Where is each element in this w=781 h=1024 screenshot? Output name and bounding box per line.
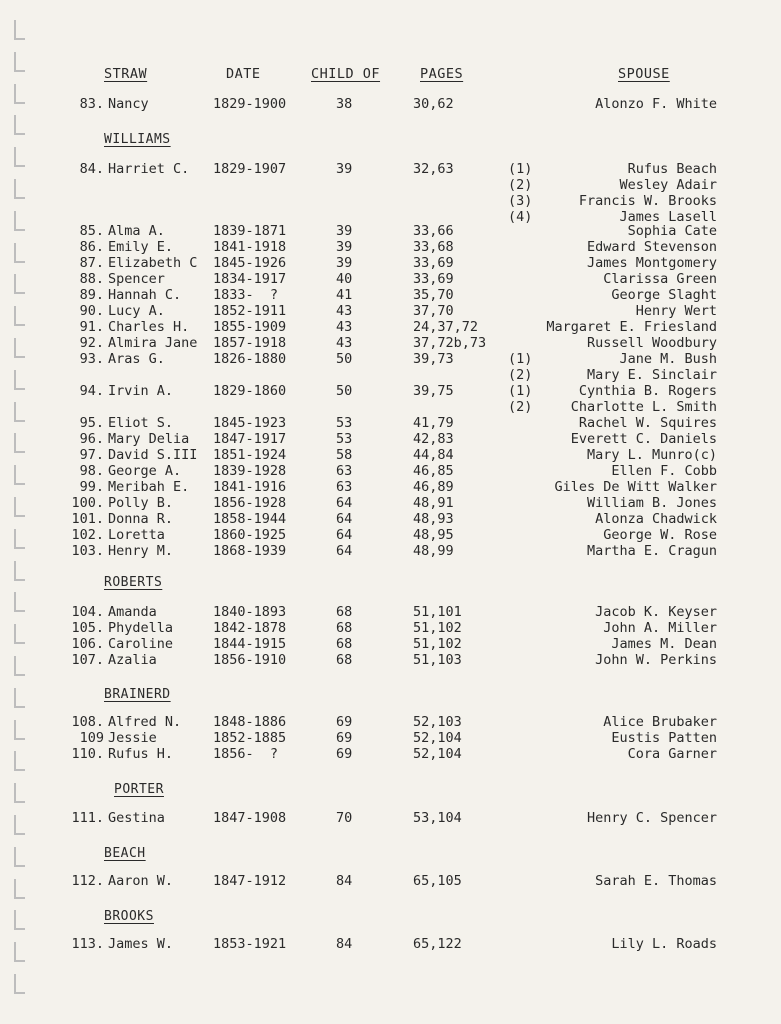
entry-number: 105. [71,620,104,636]
entry-spouse: John A. Miller [603,620,717,636]
entry-spouse: James M. Dean [611,636,717,652]
table-row [0,527,781,543]
entry-child-of: 58 [336,447,353,463]
spouse-marker: (1) [508,351,533,367]
entry-date: 1841-1916 [213,479,287,495]
entry-spouse: Clarissa Green [603,271,717,287]
entry-pages: 33,69 [413,271,454,287]
binding-hole [14,561,25,581]
spouse-name: Francis W. Brooks [578,193,717,209]
entry-number: 89. [79,287,104,303]
table-row [0,255,781,271]
entry-date: 1839-1871 [213,223,287,239]
binding-hole [14,115,25,135]
entry-date: 1856-1928 [213,495,287,511]
entry-name: Lucy A. [108,303,165,319]
entry-number: 102. [71,527,104,543]
entry-date: 1852-1885 [213,730,287,746]
entry-number: 104. [71,604,104,620]
entry-date: 1840-1893 [213,604,287,620]
entry-spouse: Russell Woodbury [586,335,717,351]
entry-spouse: George W. Rose [603,527,717,543]
spouse-name: Rufus Beach [627,161,717,177]
table-row [0,936,781,952]
entry-date: 1856-1910 [213,652,287,668]
table-row [0,636,781,652]
header-name: STRAW [104,66,148,82]
entry-pages: 24,37,72 [413,319,479,335]
table-row [0,620,781,636]
entry-name: David S.III [108,447,198,463]
spouse-marker: (4) [508,209,533,225]
entry-spouse: Jacob K. Keyser [595,604,717,620]
entry-pages: 52,103 [413,714,462,730]
spouse-marker: (3) [508,193,533,209]
header-spouse: SPOUSE [618,66,670,82]
entry-date: 1847-1908 [213,810,287,826]
spouse-marker: (1) [508,161,533,177]
entry-spouse: Cora Garner [627,746,717,762]
entry-name: Caroline [108,636,174,652]
entry-date: 1842-1878 [213,620,287,636]
entry-pages: 37,70 [413,303,454,319]
entry-name: Charles H. [108,319,190,335]
binding-hole [14,783,25,803]
binding-hole [14,52,25,72]
entry-number: 111. [71,810,104,826]
table-row [0,303,781,319]
entry-date: 1860-1925 [213,527,287,543]
entry-number: 101. [71,511,104,527]
entry-spouse: Eustis Patten [611,730,717,746]
entry-number: 109 [79,730,104,746]
entry-child-of: 64 [336,495,353,511]
table-row [0,873,781,889]
entry-number: 92. [79,335,104,351]
entry-pages: 46,85 [413,463,454,479]
entry-child-of: 50 [336,383,353,399]
entry-spouse: George Slaght [611,287,717,303]
entry-date: 1848-1886 [213,714,287,730]
entry-date: 1868-1939 [213,543,287,559]
entry-number: 97. [79,447,104,463]
entry-number: 113. [71,936,104,952]
entry-date: 1847-1912 [213,873,287,889]
entry-date: 1853-1921 [213,936,287,952]
entry-name: Meribah E. [108,479,190,495]
section-brainerd: BRAINERD [104,687,171,702]
entry-pages: 30,62 [413,96,454,112]
entry-date: 1847-1917 [213,431,287,447]
entry-number: 94. [79,383,104,399]
entry-child-of: 39 [336,223,353,239]
entry-date: 1845-1923 [213,415,287,431]
entry-pages: 44,84 [413,447,454,463]
entry-pages: 53,104 [413,810,462,826]
spouse-row [0,351,781,367]
table-row [0,335,781,351]
entry-spouse: Martha E. Cragun [586,543,717,559]
entry-name: Jessie [108,730,157,746]
table-row [0,447,781,463]
entry-child-of: 39 [336,255,353,271]
table-row [0,415,781,431]
entry-pages: 39,75 [413,383,454,399]
entry-number: 88. [79,271,104,287]
entry-spouse: John W. Perkins [595,652,717,668]
entry-child-of: 43 [336,303,353,319]
spouse-name: James Lasell [619,209,717,225]
entry-child-of: 84 [336,873,353,889]
entry-number: 87. [79,255,104,271]
entry-name: Harriet C. [108,161,190,177]
entry-spouse: Lily L. Roads [611,936,717,952]
entry-number: 98. [79,463,104,479]
header-date: DATE [226,66,261,82]
spouse-marker: (2) [508,367,533,383]
table-row [0,223,781,239]
entry-number: 95. [79,415,104,431]
header-child-of: CHILD OF [311,66,381,82]
entry-pages: 51,102 [413,636,462,652]
table-row [0,730,781,746]
entry-number: 86. [79,239,104,255]
entry-pages: 48,93 [413,511,454,527]
entry-spouse: Rachel W. Squires [578,415,717,431]
entry-child-of: 43 [336,319,353,335]
entry-child-of: 69 [336,746,353,762]
binding-hole [14,910,25,930]
entry-pages: 39,73 [413,351,454,367]
entry-child-of: 69 [336,730,353,746]
entry-child-of: 69 [336,714,353,730]
binding-hole [14,20,25,40]
table-row [0,431,781,447]
spouse-row [0,367,781,383]
entry-pages: 51,103 [413,652,462,668]
entry-date: 1845-1926 [213,255,287,271]
section-beach: BEACH [104,846,146,861]
entry-name: Donna R. [108,511,174,527]
entry-spouse: Henry Wert [635,303,717,319]
entry-number: 112. [71,873,104,889]
header-pages: PAGES [420,66,464,82]
entry-spouse: Giles De Witt Walker [554,479,717,495]
entry-pages: 48,99 [413,543,454,559]
entry-child-of: 68 [336,636,353,652]
entry-spouse: William B. Jones [586,495,717,511]
entry-name: Eliot S. [108,415,174,431]
entry-child-of: 63 [336,479,353,495]
entry-name: Azalia [108,652,157,668]
spouse-row [0,193,781,209]
spouse-name: Wesley Adair [619,177,717,193]
entry-child-of: 68 [336,652,353,668]
entry-child-of: 68 [336,604,353,620]
entry-name: Phydella [108,620,174,636]
entry-name: Aaron W. [108,873,174,889]
entry-spouse: Edward Stevenson [586,239,717,255]
table-row [0,271,781,287]
entry-spouse: Sarah E. Thomas [595,873,717,889]
entry-child-of: 39 [336,239,353,255]
entry-date: 1829-1900 [213,96,287,112]
entry-name: Amanda [108,604,157,620]
spouse-row [0,161,781,177]
entry-name: Loretta [108,527,165,543]
spouse-name: Cynthia B. Rogers [578,383,717,399]
entry-date: 1856- ? [213,746,279,762]
entry-spouse: Alonzo F. White [595,96,717,112]
table-row [0,543,781,559]
section-williams: WILLIAMS [104,132,171,147]
entry-pages: 52,104 [413,746,462,762]
entry-child-of: 64 [336,527,353,543]
spouse-row [0,383,781,399]
entry-child-of: 39 [336,161,353,177]
section-roberts: ROBERTS [104,575,163,590]
entry-pages: 65,105 [413,873,462,889]
entry-name: Emily E. [108,239,174,255]
entry-spouse: Alice Brubaker [603,714,717,730]
entry-name: Polly B. [108,495,174,511]
entry-child-of: 68 [336,620,353,636]
entry-pages: 65,122 [413,936,462,952]
entry-date: 1826-1880 [213,351,287,367]
entry-date: 1852-1911 [213,303,287,319]
entry-date: 1855-1909 [213,319,287,335]
entry-name: Nancy [108,96,149,112]
binding-hole [14,688,25,708]
table-row [0,495,781,511]
entry-date: 1839-1928 [213,463,287,479]
entry-date: 1851-1924 [213,447,287,463]
entry-pages: 52,104 [413,730,462,746]
entry-name: Elizabeth C [108,255,198,271]
entry-date: 1858-1944 [213,511,287,527]
entry-child-of: 63 [336,463,353,479]
entry-child-of: 53 [336,431,353,447]
table-row [0,714,781,730]
entry-pages: 51,102 [413,620,462,636]
entry-name: Gestina [108,810,165,826]
entry-child-of: 84 [336,936,353,952]
entry-pages: 48,91 [413,495,454,511]
entry-name: Hannah C. [108,287,182,303]
entry-spouse: Margaret E. Friesland [546,319,717,335]
binding-hole [14,974,25,994]
entry-spouse: Everett C. Daniels [570,431,717,447]
table-row [0,652,781,668]
entry-spouse: Ellen F. Cobb [611,463,717,479]
entry-pages: 33,68 [413,239,454,255]
entry-date: 1857-1918 [213,335,287,351]
entry-name: Irvin A. [108,383,174,399]
entry-date: 1829-1907 [213,161,287,177]
entry-child-of: 64 [336,543,353,559]
entry-number: 91. [79,319,104,335]
entry-pages: 46,89 [413,479,454,495]
entry-pages: 35,70 [413,287,454,303]
entry-child-of: 41 [336,287,353,303]
entry-number: 110. [71,746,104,762]
entry-name: James W. [108,936,174,952]
entry-number: 90. [79,303,104,319]
entry-number: 93. [79,351,104,367]
entry-child-of: 53 [336,415,353,431]
spouse-name: Jane M. Bush [619,351,717,367]
entry-number: 108. [71,714,104,730]
entry-name: Alfred N. [108,714,182,730]
entry-child-of: 50 [336,351,353,367]
entry-number: 83. [79,96,104,112]
entry-number: 85. [79,223,104,239]
entry-name: Alma A. [108,223,165,239]
entry-pages: 48,95 [413,527,454,543]
spouse-row [0,209,781,225]
entry-number: 106. [71,636,104,652]
entry-pages: 33,69 [413,255,454,271]
entry-name: Aras G. [108,351,165,367]
entry-spouse: Henry C. Spencer [586,810,717,826]
entry-pages: 41,79 [413,415,454,431]
entry-number: 99. [79,479,104,495]
entry-pages: 32,63 [413,161,454,177]
entry-pages: 51,101 [413,604,462,620]
entry-date: 1844-1915 [213,636,287,652]
entry-name: Spencer [108,271,165,287]
entry-number: 96. [79,431,104,447]
entry-child-of: 43 [336,335,353,351]
entry-number: 107. [71,652,104,668]
entry-child-of: 70 [336,810,353,826]
entry-date: 1829-1860 [213,383,287,399]
spouse-marker: (2) [508,177,533,193]
entry-number: 103. [71,543,104,559]
section-porter: PORTER [114,782,164,797]
table-row [0,287,781,303]
entry-number: 84. [79,161,104,177]
entry-date: 1833- ? [213,287,279,303]
spouse-name: Mary E. Sinclair [586,367,717,383]
entry-pages: 33,66 [413,223,454,239]
entry-name: Henry M. [108,543,174,559]
table-row [0,319,781,335]
entry-pages: 37,72b,73 [413,335,487,351]
table-row [0,239,781,255]
spouse-row [0,399,781,415]
spouse-name: Charlotte L. Smith [570,399,717,415]
section-brooks: BROOKS [104,909,154,924]
entry-name: Rufus H. [108,746,174,762]
spouse-marker: (1) [508,383,533,399]
entry-name: Almira Jane [108,335,198,351]
spouse-marker: (2) [508,399,533,415]
binding-hole [14,847,25,867]
spouse-row [0,177,781,193]
entry-spouse: James Montgomery [586,255,717,271]
entry-child-of: 40 [336,271,353,287]
table-row [0,463,781,479]
entry-name: Mary Delia [108,431,190,447]
entry-pages: 42,83 [413,431,454,447]
entry-spouse: Sophia Cate [627,223,717,239]
table-row [0,511,781,527]
table-row [0,96,781,112]
entry-number: 100. [71,495,104,511]
table-row [0,746,781,762]
table-row [0,479,781,495]
entry-child-of: 64 [336,511,353,527]
entry-child-of: 38 [336,96,353,112]
table-row [0,604,781,620]
table-row [0,810,781,826]
entry-spouse: Mary L. Munro(c) [586,447,717,463]
entry-name: George A. [108,463,182,479]
entry-date: 1834-1917 [213,271,287,287]
entry-spouse: Alonza Chadwick [595,511,717,527]
entry-date: 1841-1918 [213,239,287,255]
